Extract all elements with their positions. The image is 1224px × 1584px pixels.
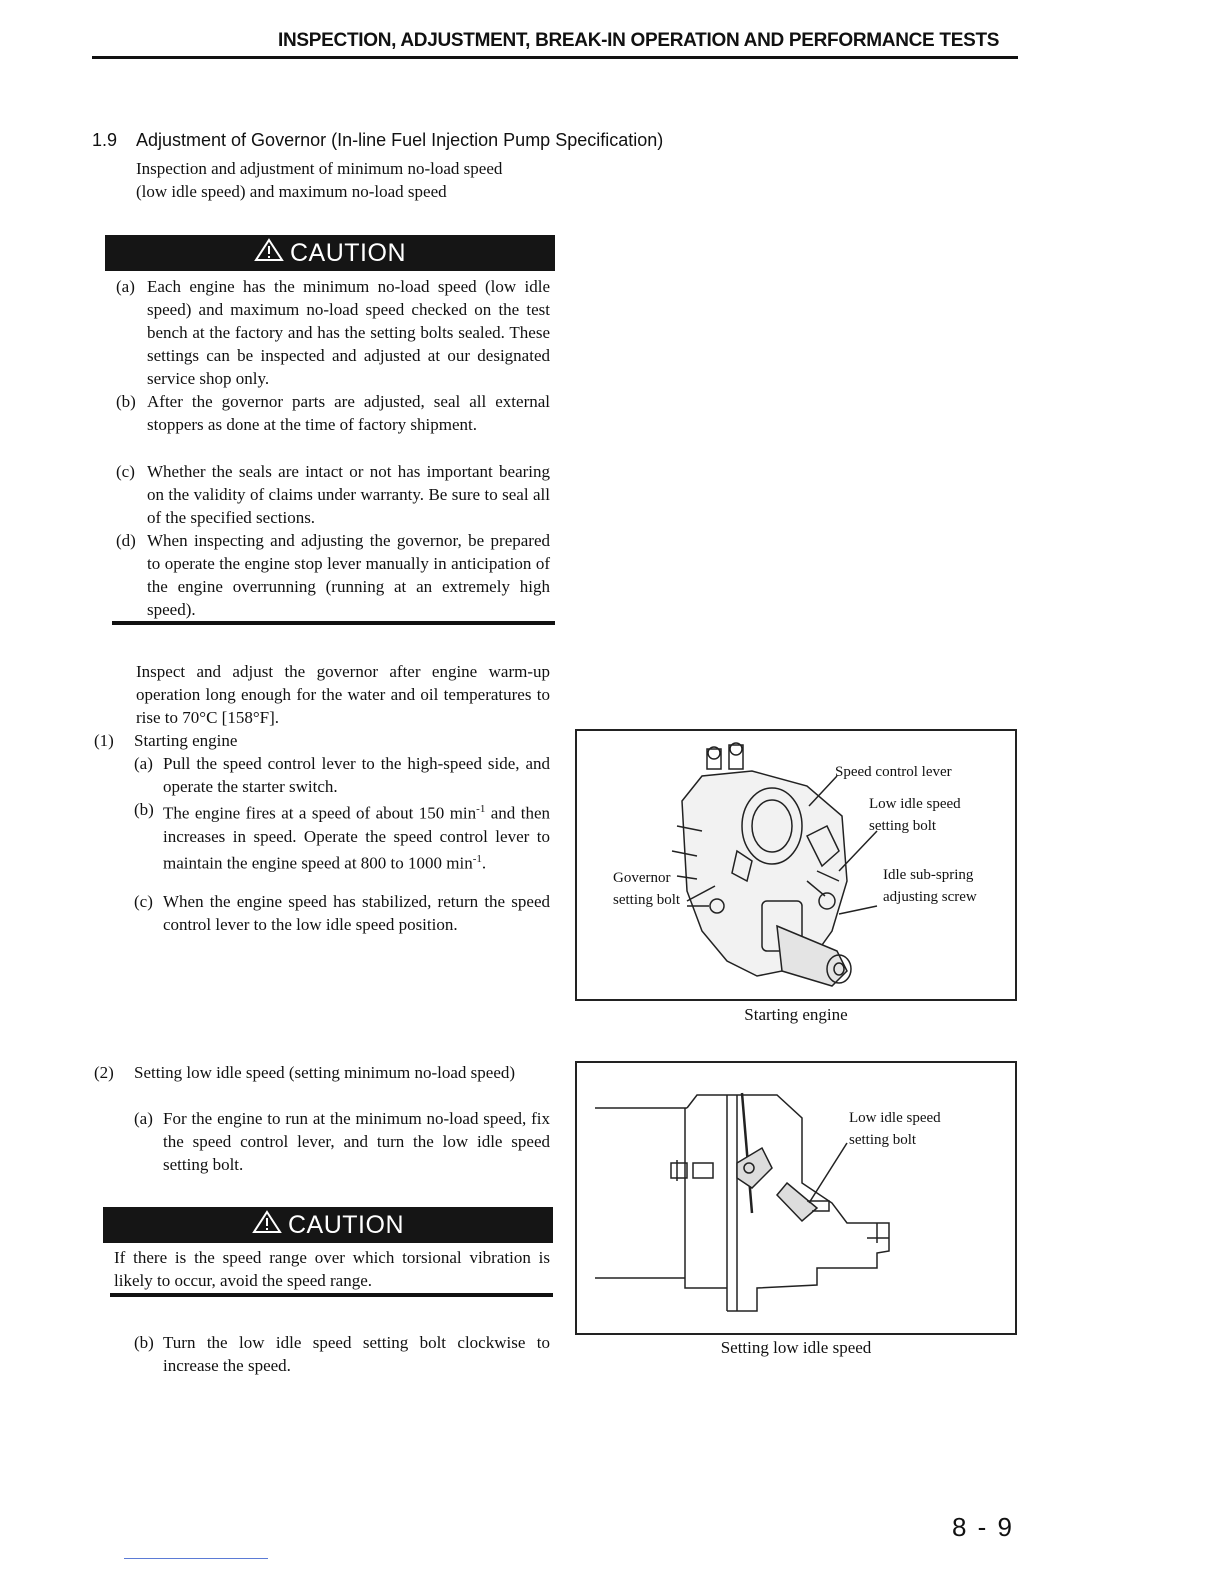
- step1-b-sup2: -1: [472, 852, 482, 865]
- footer-link-line: [124, 1558, 268, 1559]
- step1-item-label: (a): [134, 754, 153, 773]
- step1-item-text: [163, 798, 550, 874]
- caution1-item-b: [116, 390, 550, 436]
- warning-triangle-icon: [254, 238, 284, 269]
- caution1-item-label: (a): [116, 277, 135, 296]
- caution1-item-label: (b): [116, 392, 136, 411]
- step2-item-b-text: Turn the low idle speed setting bolt clockwise to increase the speed.: [163, 1333, 550, 1375]
- section-intro-line1: Inspection and adjustment of minimum no-load speed: [136, 159, 503, 178]
- warmup-paragraph: Inspect and adjust the governor after engine warm-up operation long enough for the water and oil temperatures to rise to 70°C [158°F].: [136, 662, 550, 727]
- label-low-idle-line1: Low idle speed: [869, 796, 961, 812]
- caution2-bottom-rule: [110, 1293, 553, 1297]
- label-low-idle-line2: setting bolt: [849, 1132, 917, 1148]
- step1-label: (1): [94, 731, 114, 750]
- caution2-text: If there is the speed range over which torsional vibration is likely to occur, avoid the speed range.: [114, 1248, 550, 1290]
- caution1-item-text: After the governor parts are adjusted, seal all external stoppers as done at the time of factory shipment.: [147, 392, 550, 434]
- caution-label-2: CAUTION: [288, 1210, 404, 1239]
- step2-item-b-label: (b): [134, 1333, 154, 1352]
- caution1-item-c: [116, 460, 550, 529]
- caution1-item-text: Each engine has the minimum no-load speed (low idle speed) and maximum no-load speed checked on the test bench at the factory and has the setting bolts sealed. These settings can be inspected and adjusted at our designated service shop only.: [147, 277, 550, 388]
- label-idle-sub-spring-line2: adjusting screw: [883, 889, 977, 905]
- step1-b-sup1: -1: [476, 803, 486, 815]
- step1-item-label: (c): [134, 892, 153, 911]
- label-low-idle-line1: Low idle speed: [849, 1110, 941, 1126]
- step1-item-text: Pull the speed control lever to the high-speed side, and operate the starter switch.: [163, 754, 550, 796]
- step2-item-a: [134, 1107, 550, 1176]
- label-idle-sub-spring-line1: Idle sub-spring: [883, 867, 974, 883]
- step2-item-b: [134, 1331, 550, 1377]
- low-idle-bolt-illustration: [577, 1063, 1015, 1333]
- figure2-caption: Setting low idle speed: [720, 1338, 872, 1357]
- section-title: Adjustment of Governor (In-line Fuel Injection Pump Specification): [136, 130, 664, 150]
- step1-title: Starting engine: [134, 731, 238, 750]
- step1-item-a: [134, 752, 550, 798]
- caution1-item-label: (d): [116, 531, 136, 550]
- figure-setting-low-idle-speed: [575, 1061, 1017, 1335]
- header-rule: [92, 56, 1018, 59]
- step2-item-a-label: (a): [134, 1109, 153, 1128]
- caution-label-1: CAUTION: [290, 238, 406, 267]
- figure1-caption: Starting engine: [744, 1005, 848, 1024]
- page-header-title: INSPECTION, ADJUSTMENT, BREAK-IN OPERATION AND PERFORMANCE TESTS: [278, 30, 1000, 51]
- step2-heading: [94, 1061, 550, 1084]
- step1-b-text-pre: The engine fires at a speed of about 150 min: [163, 803, 477, 823]
- figure-starting-engine: [575, 729, 1017, 1001]
- step1-item-text: When the engine speed has stabilized, return the speed control lever to the low idle speed position.: [163, 892, 550, 934]
- label-governor-line2: setting bolt: [613, 892, 681, 908]
- caution1-item-d: [116, 529, 550, 621]
- step1-item-c: [134, 890, 550, 936]
- section-number: 1.9: [92, 130, 118, 150]
- warning-triangle-icon: [252, 1210, 282, 1241]
- step2-item-a-text: For the engine to run at the minimum no-load speed, fix the speed control lever, and turn the low idle speed setting bolt.: [163, 1109, 550, 1174]
- caution1-item-text: When inspecting and adjusting the governor, be prepared to operate the engine stop lever manually in anticipation of the engine overrunning (running at an extremely high speed).: [147, 531, 550, 619]
- caution-banner-1: [105, 235, 555, 271]
- step1-item-b: [134, 798, 550, 874]
- section-intro-line2: (low idle speed) and maximum no-load speed: [136, 182, 447, 201]
- caution-banner-2: [103, 1207, 553, 1243]
- label-speed-control-lever: Speed control lever: [835, 764, 952, 780]
- label-governor-line1: Governor: [613, 870, 671, 886]
- caution1-item-label: (c): [116, 462, 135, 481]
- caution1-item-text: Whether the seals are intact or not has important bearing on the validity of claims under warranty. Be sure to seal all of the specified sections.: [147, 462, 550, 527]
- step1-item-label: (b): [134, 800, 154, 819]
- step1-heading: [94, 729, 554, 752]
- step1-b-text-post: .: [481, 853, 487, 873]
- page-number: 8 - 9: [951, 1512, 1014, 1542]
- caution1-item-a: [116, 275, 550, 390]
- step2-label: (2): [94, 1063, 114, 1082]
- label-low-idle-line2: setting bolt: [869, 818, 937, 834]
- caution1-bottom-rule: [112, 621, 555, 625]
- step1-b-text-mid: and then increases in speed. Operate the speed control lever to maintain the engine speed at 800 to 1000 min: [163, 803, 550, 873]
- step2-title: Setting low idle speed (setting minimum no-load speed): [134, 1063, 516, 1082]
